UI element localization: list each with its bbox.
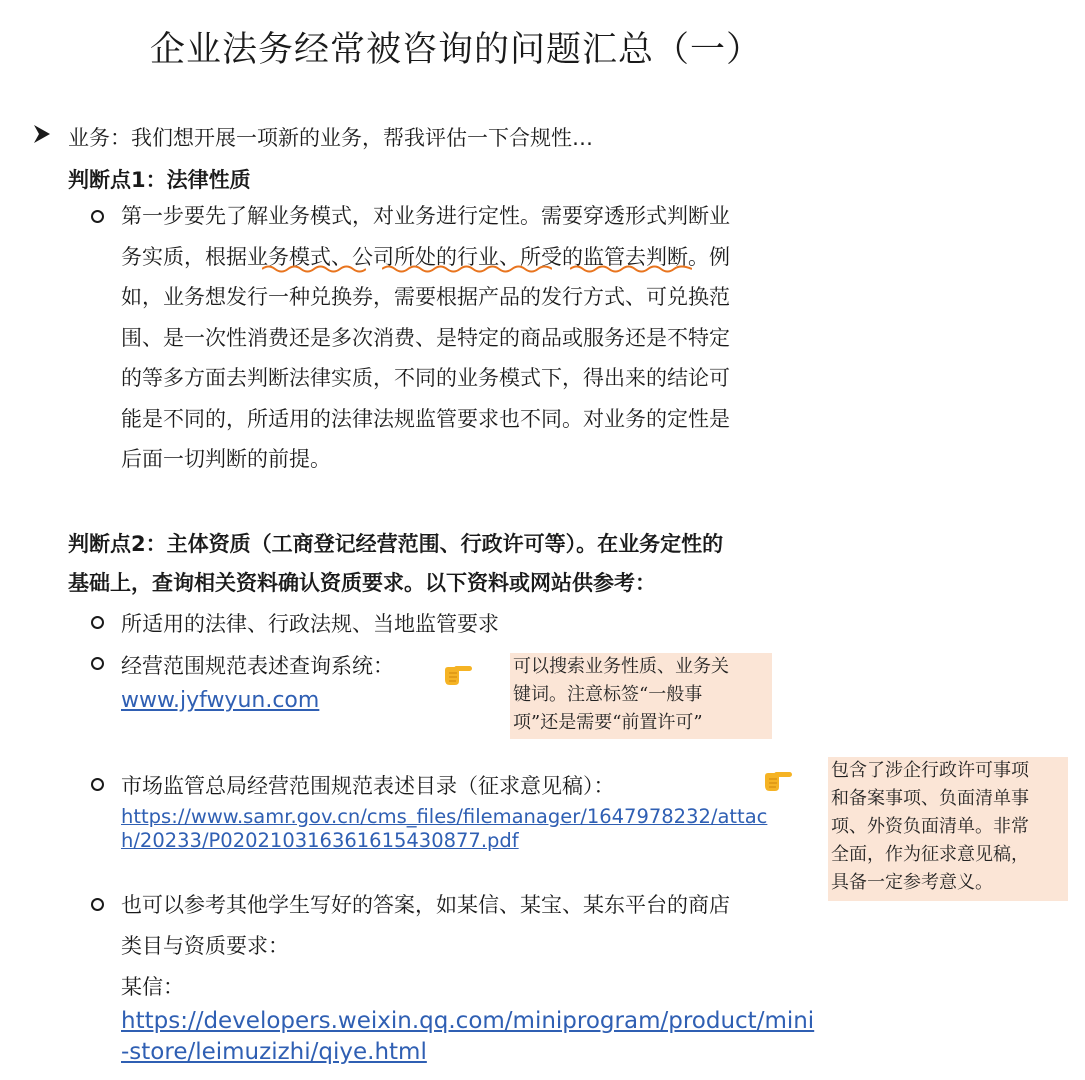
section-question: 业务：我们想开展一项新的业务，帮我评估一下合规性…	[68, 126, 593, 150]
weixin-link-cont[interactable]: -store/leimuzizhi/qiye.html	[121, 1039, 427, 1065]
circle-bullet-icon	[91, 616, 104, 629]
note-line: 可以搜索业务性质、业务关	[513, 656, 729, 677]
weixin-label: 某信：	[121, 975, 184, 999]
note-line: 键词。注意标签“一般事	[513, 684, 703, 705]
weixin-link-block	[121, 1006, 814, 1068]
catalog-link-block	[121, 805, 767, 853]
paragraph-line: 务实质，根据业务模式、公司所处的行业、所受的监管去判断。例	[121, 244, 730, 269]
note-line: 项”还是需要“前置许可”	[513, 712, 703, 733]
catalog-link-cont[interactable]: h/20233/P020210316361615430877.pdf	[121, 829, 519, 852]
paragraph-line: 围、是一次性消费还是多次消费、是特定的商品或服务还是不特定	[121, 325, 730, 350]
pointing-hand-icon	[442, 660, 474, 686]
wavy-underline	[570, 264, 692, 274]
note-line: 项、外资负面清单。非常	[831, 816, 1029, 837]
wavy-underline	[262, 264, 366, 274]
laws-item: 所适用的法律、行政法规、当地监管要求	[121, 612, 499, 636]
catalog-link[interactable]: https://www.samr.gov.cn/cms_files/filemanager/1647978232/attac	[121, 805, 768, 828]
query-system-label: 经营范围规范表述查询系统：	[121, 654, 394, 678]
others-item-line: 类目与资质要求：	[121, 934, 289, 958]
paragraph-line: 的等多方面去判断法律实质，不同的业务模式下，得出来的结论可	[121, 366, 730, 390]
point1-heading: 判断点1：法律性质	[68, 168, 251, 192]
paragraph-line: 能是不同的，所适用的法律法规监管要求也不同。对业务的定性是	[121, 406, 730, 431]
paragraph-line: 如，业务想发行一种兑换券，需要根据产品的发行方式、可兑换范	[121, 285, 730, 309]
circle-bullet-icon	[91, 778, 104, 791]
note-line: 和备案事项、负面清单事	[831, 788, 1029, 809]
point2-heading-cont: 基础上，查询相关资料确认资质要求。以下资料或网站供参考：	[68, 571, 656, 595]
point1-paragraph	[121, 196, 821, 480]
catalog-label: 市场监管总局经营范围规范表述目录（征求意见稿）：	[121, 774, 615, 798]
note-line: 全面，作为征求意见稿，	[831, 844, 1029, 865]
query-system-link[interactable]: www.jyfwyun.com	[121, 688, 320, 713]
others-item-line: 也可以参考其他学生写好的答案，如某信、某宝、某东平台的商店	[121, 893, 730, 917]
paragraph-line: 第一步要先了解业务模式，对业务进行定性。需要穿透形式判断业	[121, 204, 730, 228]
weixin-link[interactable]: https://developers.weixin.qq.com/miniprogram/product/mini	[121, 1008, 815, 1034]
point2-heading: 判断点2：主体资质（工商登记经营范围、行政许可等）。在业务定性的	[68, 532, 724, 556]
wavy-underline	[382, 264, 552, 274]
page-title: 企业法务经常被咨询的问题汇总（一）	[150, 30, 763, 70]
arrowhead-bullet-icon	[33, 124, 51, 144]
circle-bullet-icon	[91, 210, 104, 223]
note-catalog	[828, 757, 1068, 901]
circle-bullet-icon	[91, 898, 104, 911]
note-line: 包含了涉企行政许可事项	[831, 760, 1029, 781]
circle-bullet-icon	[91, 657, 104, 670]
pointing-hand-icon	[762, 766, 794, 792]
note-line: 具备一定参考意义。	[831, 872, 993, 893]
paragraph-line: 后面一切判断的前提。	[121, 447, 331, 471]
note-tip	[510, 653, 772, 739]
